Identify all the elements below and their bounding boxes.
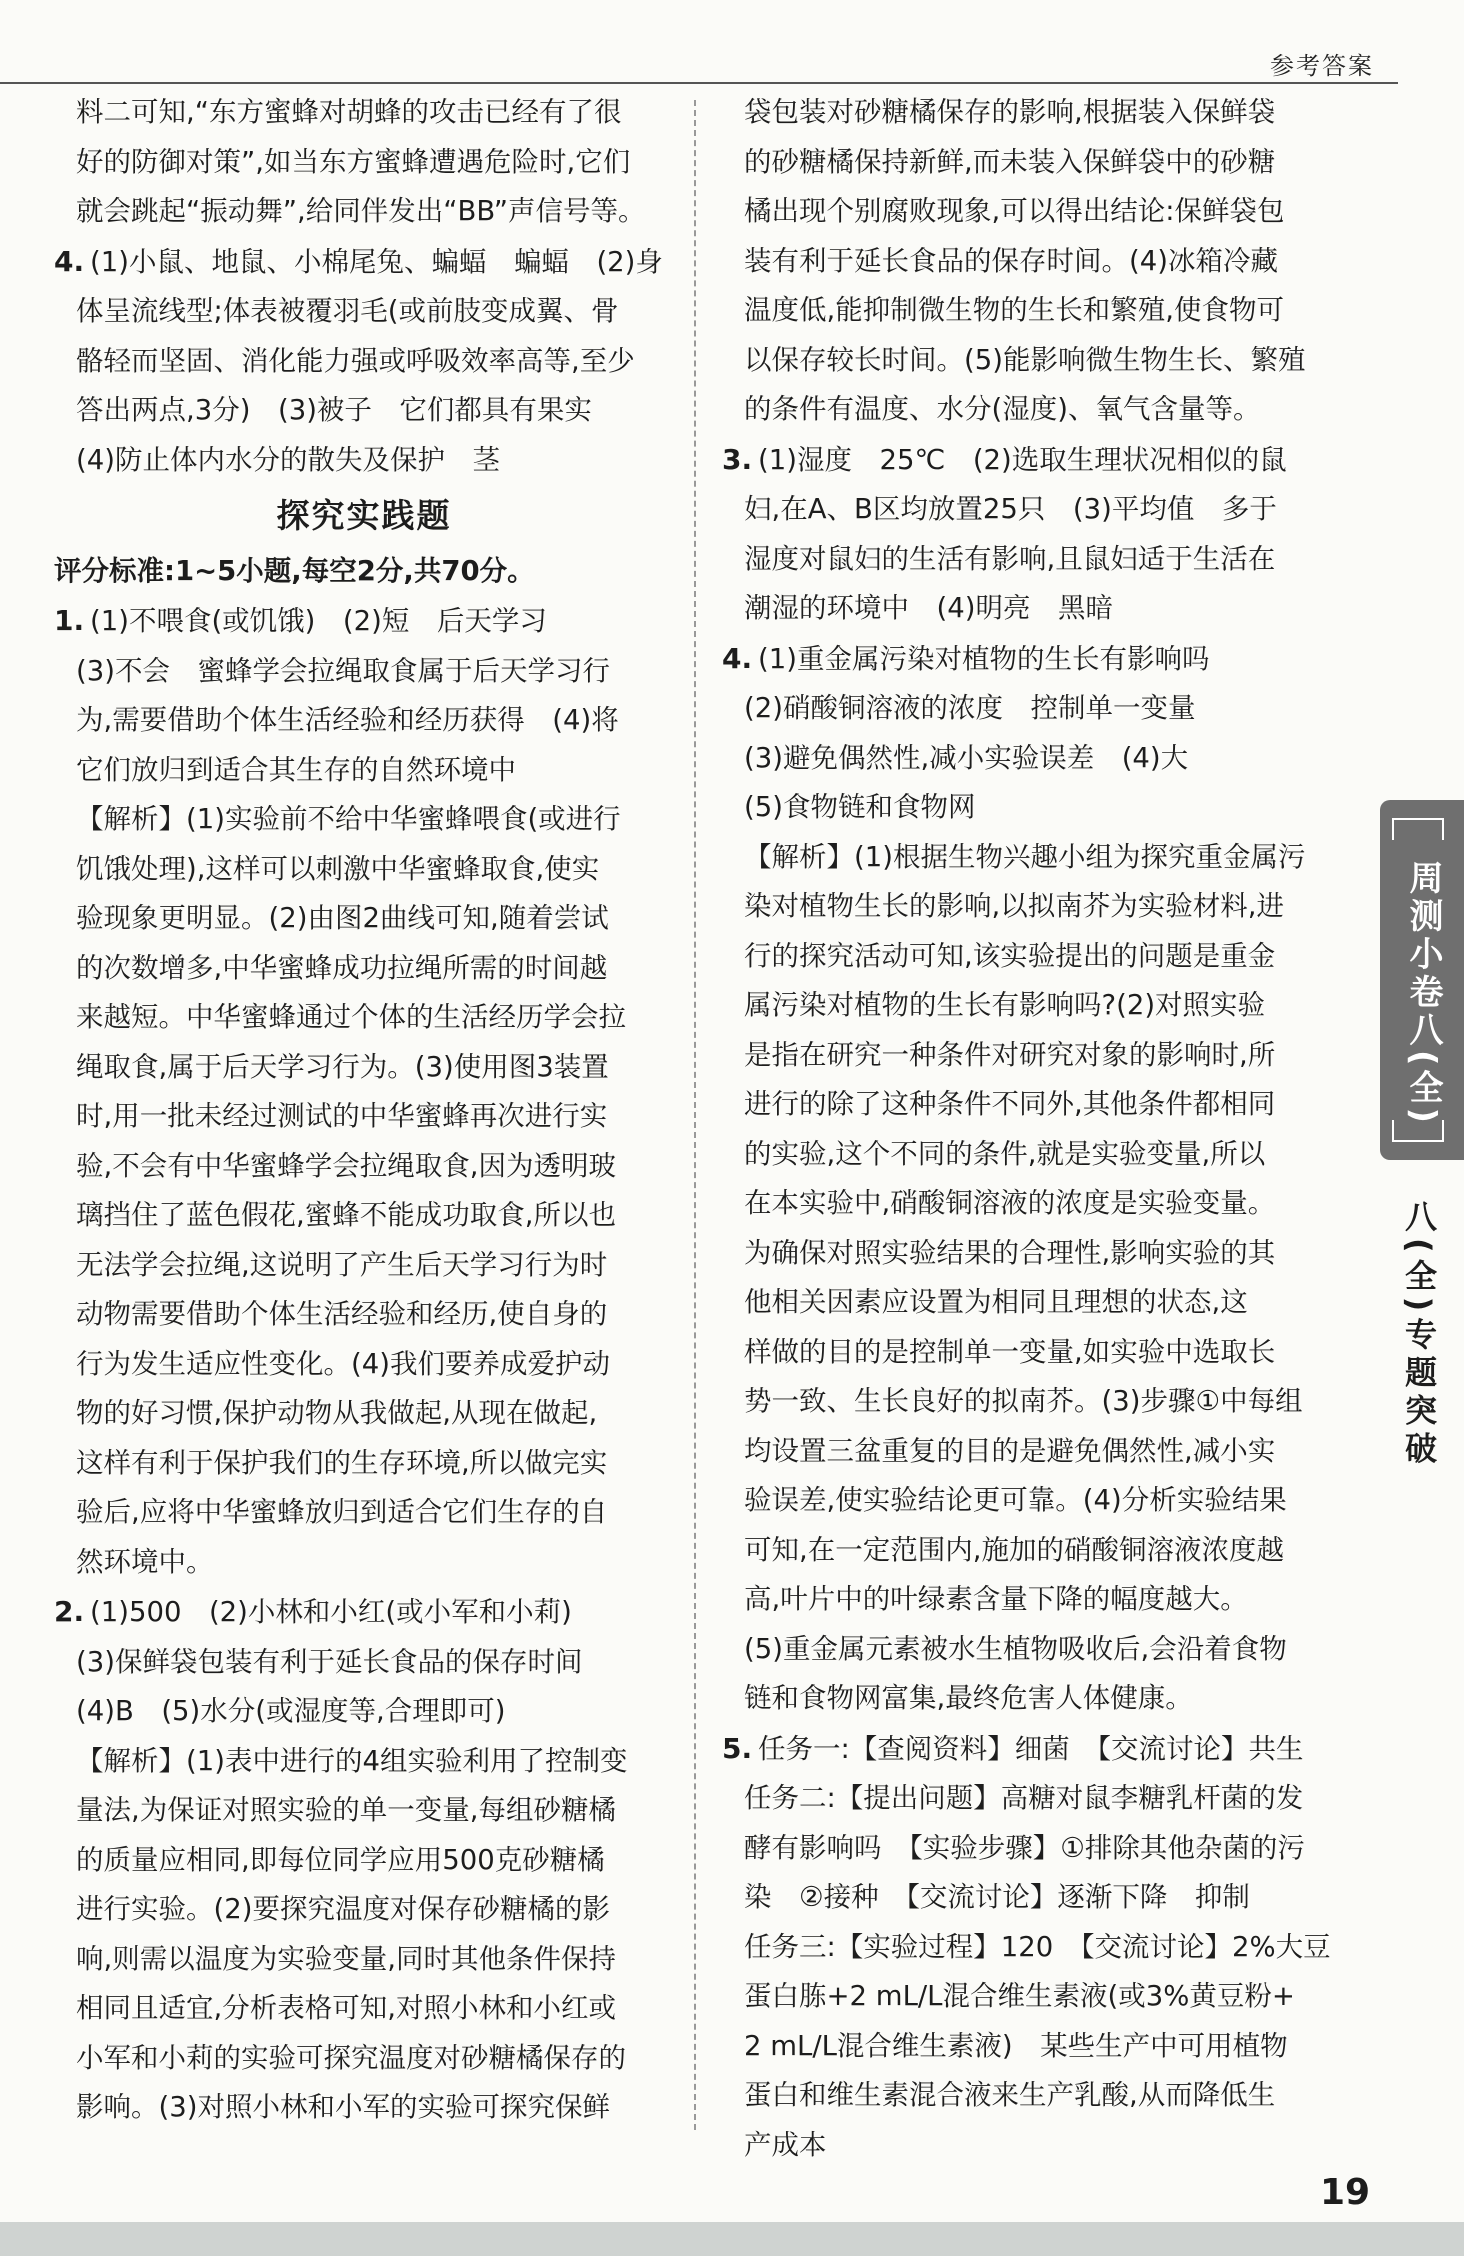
line-text: 蛋白胨+2 mL/L混合维生素液(或3%黄豆粉+ bbox=[744, 1980, 1295, 2012]
line-text: 的次数增多,中华蜜蜂成功拉绳所需的时间越 bbox=[76, 951, 608, 984]
bottom-bar bbox=[0, 2222, 1464, 2256]
line-text: 属污染对植物的生长有影响吗?(2)对照实验 bbox=[744, 989, 1266, 1021]
line-text: 温度低,能抑制微生物的生长和繁殖,使食物可 bbox=[744, 294, 1284, 326]
text-line bbox=[54, 845, 674, 895]
line-text: 势一致、生长良好的拟南芥。(3)步骤①中每组 bbox=[744, 1385, 1303, 1417]
line-text: 样做的目的是控制单一变量,如实验中选取长 bbox=[744, 1335, 1276, 1368]
line-text: 饥饿处理),这样可以刺激中华蜜蜂取食,使实 bbox=[76, 852, 600, 885]
line-text: 【解析】(1)表中进行的4组实验利用了控制变 bbox=[76, 1744, 628, 1777]
text-line bbox=[722, 1526, 1354, 1576]
text-line bbox=[54, 1142, 674, 1192]
text-line bbox=[722, 932, 1354, 982]
line-text: 体呈流线型;体表被覆羽毛(或前肢变成翼、骨 bbox=[76, 295, 619, 327]
line-text: 是指在研究一种条件对研究对象的影响时,所 bbox=[744, 1038, 1276, 1071]
text-line bbox=[722, 981, 1354, 1031]
text-line bbox=[722, 1873, 1354, 1923]
text-line bbox=[722, 1427, 1354, 1477]
text-line bbox=[722, 336, 1354, 386]
line-text: 链和食物网富集,最终危害人体健康。 bbox=[744, 1682, 1193, 1714]
line-text: 湿度对鼠妇的生活有影响,且鼠妇适于生活在 bbox=[744, 542, 1276, 575]
line-text: 潮湿的环境中 (4)明亮 黑暗 bbox=[744, 592, 1113, 624]
line-text: 蛋白和维生素混合液来生产乳酸,从而降低生 bbox=[744, 2079, 1276, 2111]
text-line bbox=[722, 187, 1354, 237]
text-line bbox=[722, 1774, 1354, 1824]
line-text: 为,需要借助个体生活经验和经历获得 (4)将 bbox=[76, 704, 619, 736]
line-text: 影响。(3)对照小林和小军的实验可探究保鲜 bbox=[76, 2091, 610, 2123]
text-line bbox=[54, 1935, 674, 1985]
section-title: 探究实践题 bbox=[276, 496, 452, 535]
line-text: 验,不会有中华蜜蜂学会拉绳取食,因为透明玻 bbox=[76, 1149, 616, 1182]
text-line bbox=[54, 1836, 674, 1886]
text-line bbox=[722, 385, 1354, 435]
line-text: 均设置三盆重复的目的是避免偶然性,减小实 bbox=[744, 1434, 1276, 1467]
text-line bbox=[54, 1488, 674, 1538]
line-text: (5)重金属元素被水生植物吸收后,会沿着食物 bbox=[744, 1632, 1287, 1665]
line-text: 的质量应相同,即每位同学应用500克砂糖橘 bbox=[76, 1843, 605, 1876]
text-line bbox=[54, 795, 674, 845]
text-line bbox=[722, 1130, 1354, 1180]
line-text: 装有利于延长食品的保存时间。(4)冰箱冷藏 bbox=[744, 244, 1278, 277]
line-text: 验后,应将中华蜜蜂放归到适合它们生存的自 bbox=[76, 1496, 608, 1528]
line-text: 小军和小莉的实验可探究温度对砂糖橘保存的 bbox=[76, 2041, 626, 2074]
line-text: (1)不喂食(或饥饿) (2)短 后天学习 bbox=[90, 605, 547, 637]
line-text: 2 mL/L混合维生素液) 某些生产中可用植物 bbox=[744, 2029, 1288, 2062]
text-line bbox=[722, 1328, 1354, 1378]
line-text: (1)500 (2)小林和小红(或小军和小莉) bbox=[90, 1596, 572, 1628]
line-text: 验误差,使实验结论更可靠。(4)分析实验结果 bbox=[744, 1484, 1287, 1516]
text-line bbox=[722, 485, 1354, 535]
line-text: 【解析】(1)根据生物兴趣小组为探究重金属污 bbox=[744, 840, 1306, 873]
line-text: 产成本 bbox=[744, 2128, 827, 2161]
question-line bbox=[722, 1724, 1354, 1775]
bracket-top-icon bbox=[1392, 818, 1444, 840]
text-line bbox=[54, 1290, 674, 1340]
line-text: (5)食物链和食物网 bbox=[744, 791, 976, 823]
line-text: 任务二:【提出问题】高糖对鼠李糖乳杆菌的发 bbox=[744, 1782, 1304, 1814]
text-line bbox=[722, 1972, 1354, 2022]
side-tab-text: 周测小卷八(全) bbox=[1403, 860, 1443, 1128]
text-line bbox=[722, 1476, 1354, 1526]
text-line bbox=[722, 882, 1354, 932]
text-line bbox=[54, 2034, 674, 2084]
text-line bbox=[54, 436, 674, 486]
line-text: 这样有利于保护我们的生存环境,所以做完实 bbox=[76, 1446, 608, 1479]
text-line bbox=[722, 1674, 1354, 1724]
line-text: 行为发生适应性变化。(4)我们要养成爱护动 bbox=[76, 1347, 610, 1380]
text-line bbox=[54, 1340, 674, 1390]
text-line bbox=[722, 1229, 1354, 1279]
line-text: 的条件有温度、水分(湿度)、氧气含量等。 bbox=[744, 393, 1261, 425]
line-text: (1)湿度 25℃ (2)选取生理状况相似的鼠 bbox=[758, 443, 1287, 476]
text-line bbox=[54, 1439, 674, 1489]
right-column bbox=[722, 88, 1354, 2170]
text-line bbox=[54, 88, 674, 138]
line-text: 可知,在一定范围内,施加的硝酸铜溶液浓度越 bbox=[744, 1533, 1284, 1566]
question-line bbox=[54, 596, 674, 647]
text-line bbox=[722, 1179, 1354, 1229]
text-line bbox=[54, 1737, 674, 1787]
line-text: 高,叶片中的叶绿素含量下降的幅度越大。 bbox=[744, 1583, 1248, 1615]
text-line bbox=[54, 1191, 674, 1241]
text-line bbox=[722, 237, 1354, 287]
text-line bbox=[54, 894, 674, 944]
question-number: 3. bbox=[722, 442, 753, 476]
question-number: 2. bbox=[54, 1595, 85, 1628]
text-line bbox=[722, 2121, 1354, 2171]
question-line bbox=[54, 1587, 674, 1638]
text-line bbox=[722, 684, 1354, 734]
line-text: 好的防御对策”,如当东方蜜蜂遭遇危险时,它们 bbox=[76, 145, 631, 178]
text-line bbox=[54, 1687, 674, 1737]
line-text: 动物需要借助个体生活经验和经历,使自身的 bbox=[76, 1298, 608, 1330]
text-line bbox=[722, 1278, 1354, 1328]
text-line bbox=[722, 783, 1354, 833]
line-text: (3)不会 蜜蜂学会拉绳取食属于后天学习行 bbox=[76, 654, 610, 687]
text-line bbox=[54, 944, 674, 994]
text-line bbox=[54, 1786, 674, 1836]
line-text: 在本实验中,硝酸铜溶液的浓度是实验变量。 bbox=[744, 1187, 1276, 1219]
text-line bbox=[54, 1043, 674, 1093]
line-text: 答出两点,3分) (3)被子 它们都具有果实 bbox=[76, 394, 592, 426]
line-text: 它们放归到适合其生存的自然环境中 bbox=[76, 753, 516, 786]
line-text: 的砂糖橘保持新鲜,而未装入保鲜袋中的砂糖 bbox=[744, 145, 1276, 178]
text-line bbox=[54, 1241, 674, 1291]
text-line bbox=[722, 2071, 1354, 2121]
line-text: 以保存较长时间。(5)能影响微生物生长、繁殖 bbox=[744, 343, 1306, 376]
question-line bbox=[722, 634, 1354, 685]
text-line bbox=[722, 1031, 1354, 1081]
page-number: 19 bbox=[1320, 2172, 1371, 2213]
line-text: 袋包装对砂糖橘保存的影响,根据装入保鲜袋 bbox=[744, 96, 1276, 128]
line-text: (1)小鼠、地鼠、小棉尾兔、蝙蝠 蝙蝠 (2)身 bbox=[90, 245, 663, 278]
line-text: 物的好习惯,保护动物从我做起,从现在做起, bbox=[76, 1397, 598, 1429]
line-text: 骼轻而坚固、消化能力强或呼吸效率高等,至少 bbox=[76, 344, 635, 377]
question-line bbox=[54, 237, 674, 288]
text-line bbox=[54, 2083, 674, 2133]
question-number: 4. bbox=[54, 244, 85, 278]
line-text: (1)重金属污染对植物的生长有影响吗 bbox=[758, 642, 1210, 675]
line-text: 璃挡住了蓝色假花,蜜蜂不能成功取食,所以也 bbox=[76, 1199, 616, 1231]
line-text: 的实验,这个不同的条件,就是实验变量,所以 bbox=[744, 1137, 1266, 1170]
text-line bbox=[54, 746, 674, 796]
question-number: 4. bbox=[722, 641, 753, 675]
question-number: 5. bbox=[722, 1731, 753, 1765]
text-line bbox=[722, 1824, 1354, 1874]
left-column bbox=[54, 88, 674, 2133]
line-text: 橘出现个别腐败现象,可以得出结论:保鲜袋包 bbox=[744, 195, 1285, 227]
text-line bbox=[722, 1923, 1354, 1973]
text-line bbox=[722, 833, 1354, 883]
text-line bbox=[54, 993, 674, 1043]
text-line bbox=[722, 535, 1354, 585]
text-line bbox=[54, 547, 674, 597]
text-line bbox=[722, 138, 1354, 188]
text-line bbox=[54, 386, 674, 436]
line-text: (4)防止体内水分的散失及保护 茎 bbox=[76, 443, 500, 476]
line-text: 相同且适宜,分析表格可知,对照小林和小红或 bbox=[76, 1992, 616, 2024]
text-line bbox=[722, 1377, 1354, 1427]
text-line bbox=[54, 1638, 674, 1688]
line-text: 他相关因素应设置为相同且理想的状态,这 bbox=[744, 1286, 1248, 1318]
text-line bbox=[54, 187, 674, 237]
line-text: 为确保对照实验结果的合理性,影响实验的其 bbox=[744, 1236, 1276, 1269]
line-text: 然环境中。 bbox=[76, 1545, 214, 1578]
line-text: 染 ②接种 【交流讨论】逐渐下降 抑制 bbox=[744, 1881, 1250, 1913]
question-line bbox=[722, 435, 1354, 486]
line-text: 任务三:【实验过程】120 【交流讨论】2%大豆 bbox=[744, 1930, 1331, 1963]
text-line bbox=[722, 1080, 1354, 1130]
text-line bbox=[54, 647, 674, 697]
text-line bbox=[722, 2022, 1354, 2072]
column-divider bbox=[694, 100, 696, 2130]
line-text: 验现象更明显。(2)由图2曲线可知,随着尝试 bbox=[76, 902, 609, 934]
text-line bbox=[54, 1885, 674, 1935]
text-line bbox=[54, 1389, 674, 1439]
text-line bbox=[54, 1538, 674, 1588]
text-line bbox=[722, 1575, 1354, 1625]
line-text: 料二可知,“东方蜜蜂对胡蜂的攻击已经有了很 bbox=[76, 96, 622, 128]
header-label: 参考答案 bbox=[1270, 52, 1374, 80]
header-rule bbox=[0, 82, 1398, 84]
bracket-bottom-icon bbox=[1392, 1120, 1444, 1142]
side-label: 八(全)专题突破 bbox=[1400, 1200, 1438, 1470]
line-text: 进行的除了这种条件不同外,其他条件都相同 bbox=[744, 1088, 1276, 1120]
text-line bbox=[54, 138, 674, 188]
line-text: 响,则需以温度为实验变量,同时其他条件保持 bbox=[76, 1942, 616, 1975]
line-text: 时,用一批未经过测试的中华蜜蜂再次进行实 bbox=[76, 1100, 608, 1132]
line-text: 进行实验。(2)要探究温度对保存砂糖橘的影 bbox=[76, 1893, 610, 1925]
text-line bbox=[54, 1092, 674, 1142]
text-line bbox=[54, 287, 674, 337]
line-text: (4)B (5)水分(或湿度等,合理即可) bbox=[76, 1695, 506, 1727]
line-text: 妇,在A、B区均放置25只 (3)平均值 多于 bbox=[744, 493, 1277, 525]
text-line bbox=[722, 286, 1354, 336]
line-text: 【解析】(1)实验前不给中华蜜蜂喂食(或进行 bbox=[76, 803, 621, 835]
text-line bbox=[722, 1625, 1354, 1675]
line-text: 酵有影响吗 【实验步骤】①排除其他杂菌的污 bbox=[744, 1831, 1305, 1864]
line-text: 染对植物生长的影响,以拟南芥为实验材料,进 bbox=[744, 890, 1284, 922]
text-line bbox=[54, 696, 674, 746]
side-tab bbox=[1380, 800, 1464, 1160]
line-text: 评分标准:1~5小题,每空2分,共70分。 bbox=[54, 554, 535, 587]
line-text: 行的探究活动可知,该实验提出的问题是重金 bbox=[744, 939, 1276, 972]
line-text: 量法,为保证对照实验的单一变量,每组砂糖橘 bbox=[76, 1794, 616, 1826]
text-line bbox=[722, 88, 1354, 138]
line-text: 任务一:【查阅资料】细菌 【交流讨论】共生 bbox=[758, 1732, 1304, 1765]
line-text: (2)硝酸铜溶液的浓度 控制单一变量 bbox=[744, 692, 1196, 724]
text-line bbox=[722, 584, 1354, 634]
text-line bbox=[54, 1984, 674, 2034]
text-line bbox=[54, 337, 674, 387]
line-text: 无法学会拉绳,这说明了产生后天学习行为时 bbox=[76, 1248, 608, 1281]
line-text: 来越短。中华蜜蜂通过个体的生活经历学会拉 bbox=[76, 1001, 626, 1033]
line-text: (3)避免偶然性,减小实验误差 (4)大 bbox=[744, 741, 1189, 774]
text-line bbox=[722, 734, 1354, 784]
question-number: 1. bbox=[54, 604, 85, 637]
line-text: 绳取食,属于后天学习行为。(3)使用图3装置 bbox=[76, 1050, 609, 1083]
line-text: 就会跳起“振动舞”,给同伴发出“BB”声信号等。 bbox=[76, 195, 646, 227]
line-text: (3)保鲜袋包装有利于延长食品的保存时间 bbox=[76, 1645, 583, 1678]
